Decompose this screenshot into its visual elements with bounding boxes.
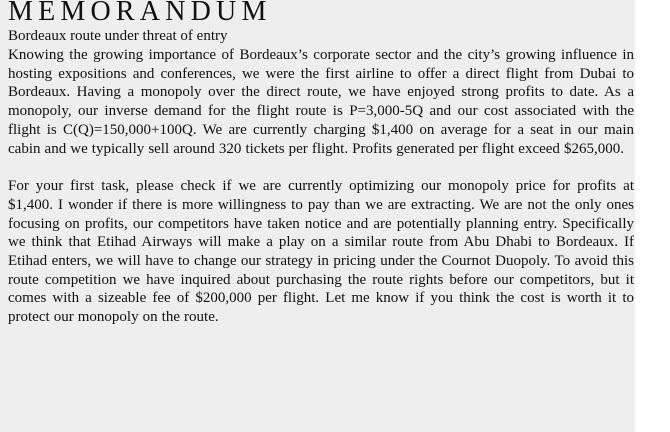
- memo-paragraph-1: Knowing the growing importance of Bordeaux’s corporate sector and the city’s growing influence in hosting expositions and conferences, we were the first airline to offer a direct flight from Dubai to Bordeaux. Having a monopoly over the direct route, we have enjoyed strong profits to date. As a monopoly, our inverse demand for the flight route is P=3,000-5Q and our cost associated with the flight is C(Q)=150,000+100Q. We are currently charging $1,400 on average for a seat in our main cabin and we typically sell around 320 tickets per flight. Profits generated per flight exceed $265,000.: [8, 47, 634, 157]
- memo-paragraph-2: For your first task, please check if we are currently optimizing our monopoly price for profits at $1,400. I wonder if there is more willingness to pay than we are extracting. We are not the only ones focusing on profits, our competitors have taken notice and are potentially planning entry. Specifically we think that Etihad Airways will make a play on a similar route from Abu Dhabi to Bordeaux. If Etihad enters, we will have to change our strategy in pricing under the Cournot Duopoly. To avoid this route competition we have inquired about purchasing the route rights before our competitors, but it comes with a sizeable fee of $200,000 per flight. Let me know if you think the cost is worth it to protect our monopoly on the route.: [8, 178, 634, 326]
- memo-heading: MEMORANDUM: [8, 0, 272, 27]
- memo-subject: Bordeaux route under threat of entry: [8, 28, 228, 44]
